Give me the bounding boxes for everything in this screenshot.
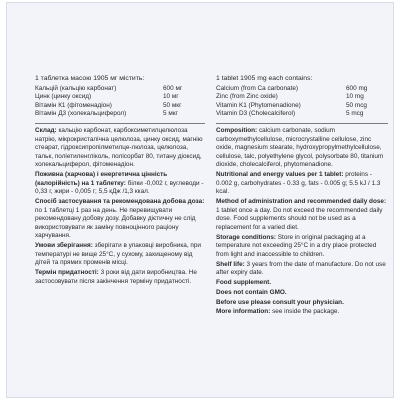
- ingredient-name: Vitamin K1 (Phytomenadione): [216, 101, 301, 109]
- section-storage-en: [216, 234, 388, 260]
- ingredient-value: 5 mcg: [346, 110, 364, 118]
- ingredient-name: Вітамін К1 (фітоменадіон): [35, 101, 112, 109]
- section-composition-en: [216, 127, 388, 170]
- section-label: Поживна (харчова) і енергетична цінність (калорійність) на 1 таблетку:: [35, 171, 168, 187]
- section-label: Склад:: [35, 126, 57, 134]
- section-label: Nutritional and energy values per 1 tablet:: [216, 171, 344, 179]
- section-label: More information:: [216, 308, 271, 316]
- section-shelf-life-en: [216, 261, 388, 278]
- ingredient-name: Цинк (цинку оксид): [35, 93, 92, 101]
- ingredient-value: 5 мкг: [163, 110, 178, 118]
- gmo-note: [216, 289, 388, 298]
- ingredient-name: Кальцій (кальцію карбонат): [35, 84, 117, 92]
- ingredient-name: Вітамін Д3 (холекальциферол): [35, 110, 127, 118]
- package-panel: [6, 2, 394, 398]
- ingredient-value: 10 мг: [163, 93, 179, 101]
- section-label: Термін придатності:: [35, 269, 99, 277]
- ingredient-value: 600 mg: [346, 84, 368, 92]
- section-text: calcium carbonate, sodium carboxymethylcellulose, microcrystalline cellulose, zinc oxide, magnesium stearate, hydroxypropylmethylcellulose, cellulose, talc, polyethylene glycol, polysorbate 80, titanium dioxide, cholecalciferol, phytomenadione.: [216, 126, 384, 169]
- ingredient-row: [35, 85, 205, 94]
- section-dosage-en: [216, 198, 388, 232]
- section-nutrition-ua: [35, 171, 205, 197]
- ingredient-name: Zinc (from Zinc oxide): [216, 93, 278, 101]
- ingredient-value: 50 mcg: [346, 101, 367, 109]
- ingredient-value: 10 mg: [346, 93, 364, 101]
- section-text: білки -0,002 г, вуглеводи - 0,33 г, жири - 0,005 г; 5,5 кДж /1,3 ккал.: [35, 179, 204, 196]
- ingredient-row: [216, 110, 388, 119]
- section-text: кальцію карбонат, карбоксиметилцелюлоза натрію, мікрокристалічна целюлоза, цинку оксид, магнію стеарат, гідроксипропілметилце-люлоза, целюлоза, тальк, поліетиленгліколь, полісорбат 80, титану діоксид, холекальциферол, фітоменадіон.: [35, 126, 203, 169]
- ingredient-list-ua: [35, 85, 205, 119]
- section-text: 3 years from the date of manufacture. Do not use after expiry date.: [216, 260, 386, 277]
- section-dosage-ua: [35, 198, 205, 241]
- section-text: зберігати в упаковці виробника, при температурі не вище 25°С, у сухому, захищеному від дітей та прямих променів місці.: [35, 242, 201, 267]
- divider-line: [35, 123, 205, 124]
- section-storage-ua: [35, 242, 205, 268]
- ingredient-row: [35, 110, 205, 119]
- section-label: Storage conditions:: [216, 233, 277, 241]
- ingredient-list-en: [216, 85, 388, 119]
- section-label: Before use please consult your physician.: [216, 298, 344, 306]
- english-column: [216, 75, 388, 318]
- composition-title-ua: 1 таблетка масою 1905 мг містить:: [35, 75, 145, 82]
- ingredient-row: [216, 85, 388, 94]
- section-text: 1 tablet once a day. Do not exceed the recommended daily dose. Food supplements should not be used as a replacement for a varied diet.: [216, 206, 383, 231]
- divider-line: [216, 123, 388, 124]
- section-label: Спосіб застосування та рекомендована добова доза:: [35, 198, 205, 206]
- food-supplement-note: [216, 279, 388, 288]
- composition-title-en: 1 tablet 1905 mg each contains:: [216, 75, 313, 82]
- section-text: Store in original packaging at a temperature not exceeding 25°C in a dry place protected from light and inaccessible to children.: [216, 233, 377, 258]
- section-text: по 1 таблетці 1 раз на день. Не перевищувати рекомендовану добову дозу. Добавку дієтичну не слід використовувати як заміну повноцінного раціону харчування.: [35, 206, 196, 240]
- ingredient-row: [216, 102, 388, 111]
- ingredient-row: [35, 93, 205, 102]
- section-label: Method of administration and recommended daily dose:: [216, 198, 387, 206]
- ingredient-row: [216, 93, 388, 102]
- ingredient-name: Calcium (from Ca carbonate): [216, 84, 299, 92]
- section-composition-ua: [35, 127, 205, 170]
- section-label: Composition:: [216, 126, 258, 134]
- section-text: proteins - 0.002 g, carbohydrates - 0.33 g, fats - 0.005 g; 5.5 kJ / 1.3 kcal.: [216, 171, 381, 196]
- section-nutrition-en: [216, 171, 388, 197]
- ingredient-value: 600 мг: [163, 84, 183, 92]
- section-label: Food supplement.: [216, 279, 272, 286]
- section-label: Shelf life:: [216, 260, 245, 268]
- consult-note: [216, 299, 388, 308]
- ukrainian-column: [35, 75, 205, 288]
- ingredient-name: Vitamin D3 (Cholecalciferol): [216, 110, 296, 118]
- section-text: 3 роки від дати виробництва. Не застосовувати після закінчення терміну придатності.: [35, 269, 197, 285]
- more-info-note: [216, 308, 388, 317]
- section-shelf-life-ua: [35, 269, 205, 286]
- section-text: see inside the package.: [270, 308, 340, 316]
- section-label: Умови зберігання:: [35, 242, 93, 250]
- ingredient-value: 50 мкг: [163, 101, 182, 109]
- section-label: Does not contain GMO.: [216, 288, 287, 296]
